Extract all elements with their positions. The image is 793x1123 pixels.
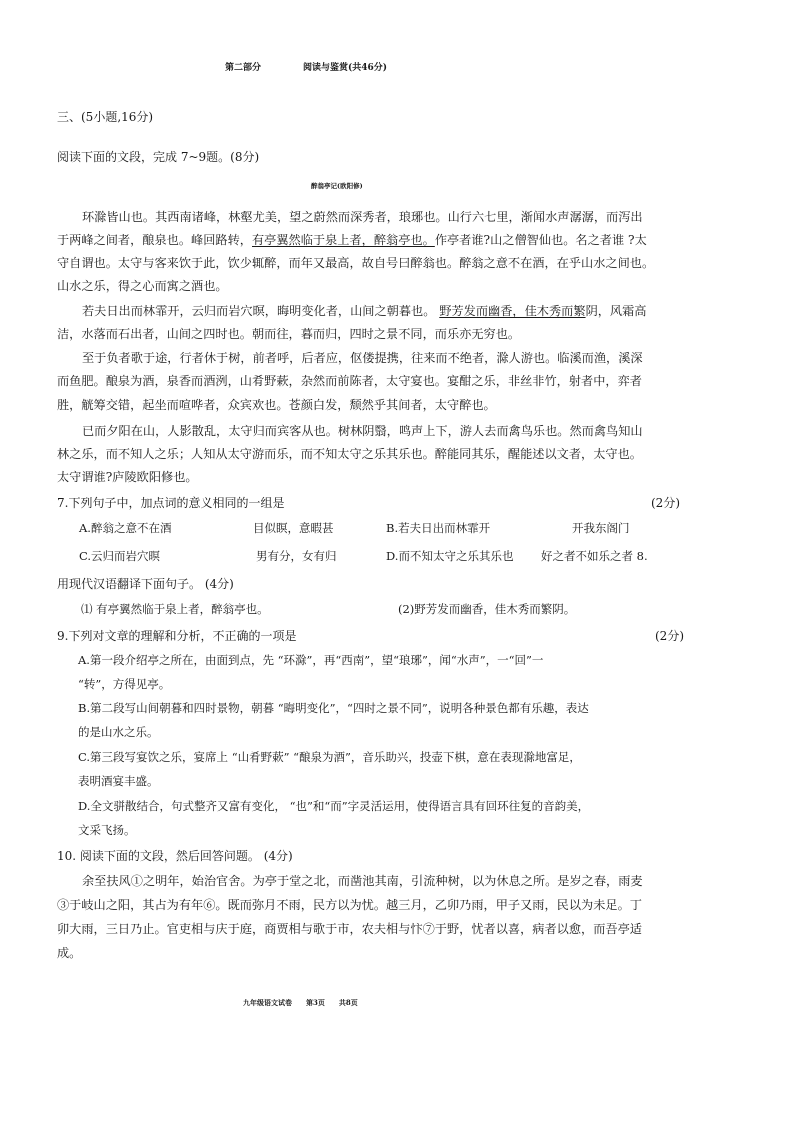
p4-line-2: 林之乐，而不知人之乐；人知从太守游而乐，而不知太守之乐其乐也。醉能同其乐，醒能述以文者，太守也。 <box>57 447 642 461</box>
p4-line-3: 太守谓谁?庐陵欧阳修也。 <box>57 470 198 484</box>
q7-points: (2分) <box>651 496 680 510</box>
q10-stem: 10. 阅读下面的文段，然后回答问题。 (4分) <box>57 849 293 863</box>
p1-line-2-b: 作亭者谁?山之僧智仙也。名之者谁 ?太 <box>434 233 647 247</box>
underlined-sentence-1: 有亭翼然临于泉上者，醉翁亭也。 <box>252 233 435 247</box>
p3-line-2: 而鱼肥。酿泉为酒，泉香而酒洌，山肴野蔌，杂然而前陈者，太守宴也。宴酣之乐，非丝非竹，射者中，弈者 <box>57 374 642 388</box>
underlined-sentence-2: 野芳发而幽香，佳木秀而繁 <box>439 304 586 318</box>
p3-line-3: 胜，觥筹交错，起坐而喧哗者，众宾欢也。苍颜白发，颓然乎其间者，太守醉也。 <box>57 398 496 412</box>
q7-option-d: D.而不知太守之乐其乐也 <box>386 549 514 563</box>
q8-stem: 用现代汉语翻译下面句子。 (4分) <box>57 577 234 591</box>
q7-stem: 7.下列句子中，加点词的意义相同的一组是 <box>57 496 285 510</box>
q9-option-c-line-2: 表明酒宴丰盛。 <box>78 774 159 788</box>
q7-option-c-compare: 男有分，女有归 <box>256 549 337 563</box>
q8-sentence-1: ⑴ 有亭翼然临于泉上者，醉翁亭也。 <box>81 602 269 616</box>
q9-points: (2分) <box>655 629 684 643</box>
header-title: 阅读与鉴赏(共46分) <box>303 63 388 73</box>
q7-option-b: B.若夫日出而林霏开 <box>386 521 491 535</box>
q7-option-c: C.云归而岩穴暝 <box>79 549 161 563</box>
footer-page: 第3页 <box>306 998 325 1007</box>
q9-option-c-line-1: C.第三段写宴饮之乐，宴席上 “山肴野蔌” “酿泉为酒”，音乐助兴，投壶下棋，意在表现滁地富足， <box>78 750 581 764</box>
p2-line-1 <box>82 302 647 319</box>
q9-option-d-line-1: D.全文骈散结合，句式整齐又富有变化， “也”和“而”字灵活运用，使得语言具有回环往复的音韵美， <box>78 799 590 813</box>
p1-line-2-a: 于两峰之间者，酿泉也。峰回路转， <box>57 233 252 247</box>
q7-option-d-compare: 好之者不如乐之者 8. <box>541 549 648 563</box>
section-instruction: 阅读下面的文段，完成 7~9题。(8分) <box>57 150 260 164</box>
q10-line-1: 余至扶风①之明年，始治官舍。为亭于堂之北，而凿池其南，引流种树，以为休息之所。是岁之春，雨麦 <box>82 874 643 888</box>
q9-option-a-line-1: A.第一段介绍亭之所在，由面到点，先 “环滁”，再“西南”，望“琅琊”，闻“水声”，一“回”一 <box>78 653 544 667</box>
q9-option-a-line-2: “转”，方得见亭。 <box>78 677 171 691</box>
q10-line-3: 卯大雨，三日乃止。官吏相与庆于庭，商贾相与歌于市，农夫相与忭⑦于野，忧者以喜，病者以愈，而吾亭适 <box>57 922 642 936</box>
p1-line-1: 环滁皆山也。其西南诸峰，林壑尤美，望之蔚然而深秀者，琅琊也。山行六七里，渐闻水声潺潺，而泻出 <box>82 210 643 224</box>
q7-option-a-compare: 目似瞑，意暇甚 <box>253 521 334 535</box>
q10-line-4: 成。 <box>57 946 82 960</box>
p1-line-2 <box>57 231 647 248</box>
q9-option-b-line-1: B.第二段写山间朝暮和四时景物，朝暮 “晦明变化”，“四时之景不同”，说明各种景色都有乐趣，表达 <box>78 701 589 715</box>
q8-sentence-2: (2)野芳发而幽香，佳木秀而繁阴。 <box>398 602 576 616</box>
page-header <box>225 60 387 73</box>
q9-stem: 9.下列对文章的理解和分析，不正确的一项是 <box>57 629 297 643</box>
p2-line-2: 洁，水落而石出者，山间之四时也。朝而往，暮而归，四时之景不同，而乐亦无穷也。 <box>57 327 521 341</box>
q9-option-b-line-2: 的是山水之乐。 <box>78 725 159 739</box>
p2-line-1-a: 若夫日出而林霏开，云归而岩穴暝，晦明变化者，山间之朝暮也。 <box>82 304 440 318</box>
section-heading: 三、(5小题,16分) <box>57 110 154 124</box>
q10-line-2: ③于岐山之阳，其占为有年⑥。既而弥月不雨，民方以为忧。越三月，乙卯乃雨，甲子又雨，民以为未足。丁 <box>57 898 642 912</box>
footer-total: 共8页 <box>338 998 358 1007</box>
q9-option-d-line-2: 文采飞扬。 <box>78 823 136 837</box>
p1-line-3: 守自谓也。太守与客来饮于此，饮少辄醉，而年又最高，故自号曰醉翁也。醉翁之意不在酒，在乎山水之间也。 <box>57 256 655 270</box>
p2-line-1-b: 阴，风霜高 <box>585 304 647 318</box>
passage-title: 醉翁亭记(欧阳修) <box>311 182 363 190</box>
footer-exam: 九年级语文试卷 <box>243 998 292 1007</box>
q7-option-b-compare: 开我东阁门 <box>572 521 630 535</box>
p4-line-1: 已而夕阳在山，人影散乱，太守归而宾客从也。树林阴翳，鸣声上下，游人去而禽鸟乐也。然而禽鸟知山 <box>82 424 643 438</box>
header-part: 第二部分 <box>225 63 262 73</box>
q7-option-a: A.醉翁之意不在酒 <box>79 521 172 535</box>
p1-line-4: 山水之乐，得之心而寓之酒也。 <box>57 279 228 293</box>
p3-line-1: 至于负者歌于途，行者休于树，前者呼，后者应，伛偻提携，往来而不绝者，滁人游也。临溪而渔，溪深 <box>82 351 643 365</box>
page-footer <box>243 998 372 1008</box>
